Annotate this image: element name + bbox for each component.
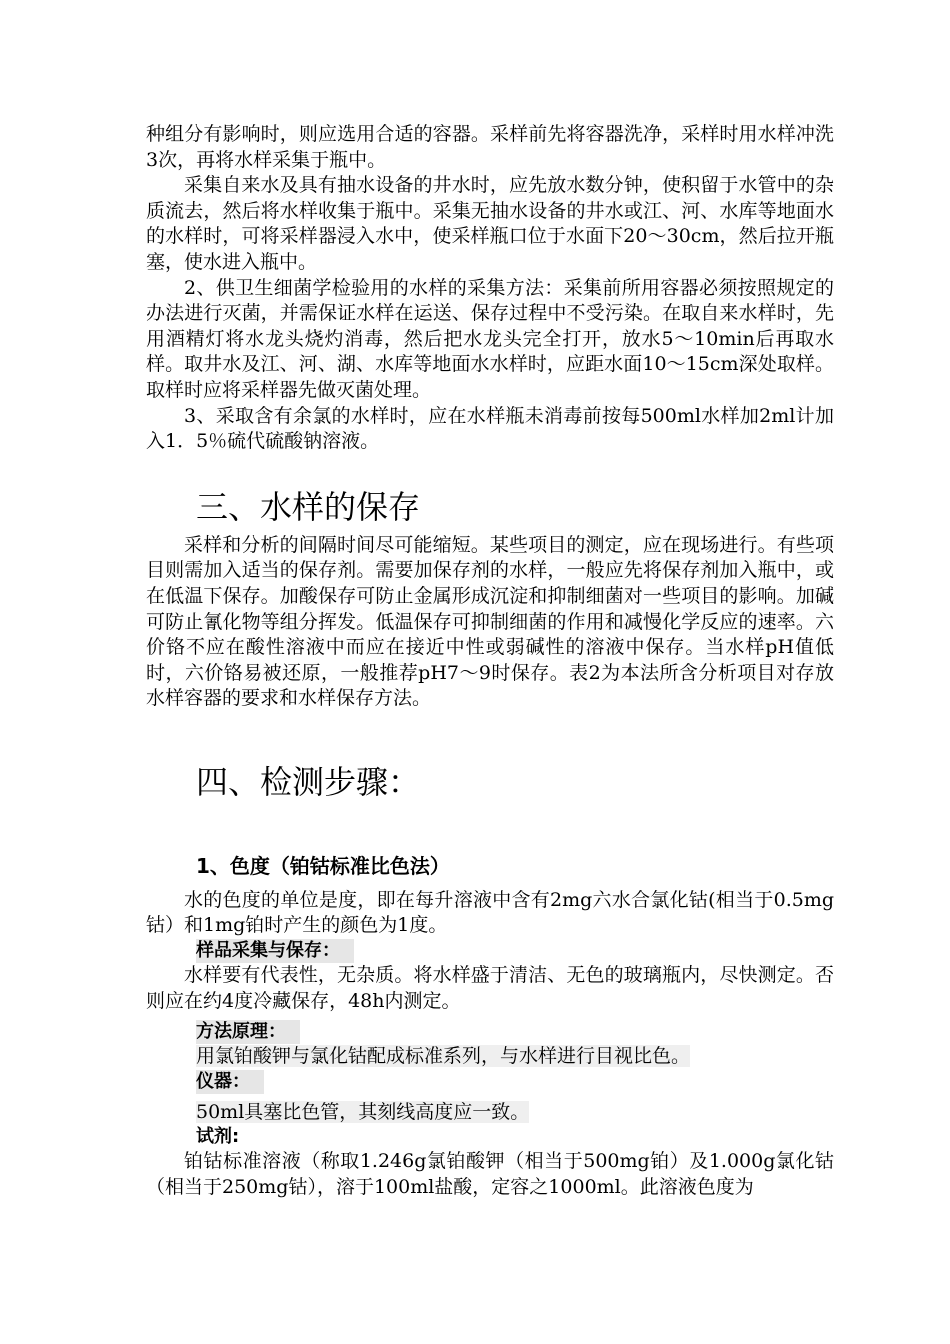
subsection-heading-color: 1、色度（铂钴标准比色法） (196, 853, 450, 878)
label-apparatus: 仪器： (196, 1070, 264, 1094)
paragraph-preservation: 采样和分析的间隔时间尽可能缩短。某些项目的测定，应在现场进行。有些项目则需加入适当的保存剂。需要加保存剂的水样，一般应先将保存剂加入瓶中，或在低温下保存。加酸保存可防止金属形成沉淀和抑制细菌对一些项目的影响。加碱可防止氰化物等组分挥发。低温保存可抑制细菌的作用和减慢化学反应的速率。六价铬不应在酸性溶液中而应在接近中性或弱碱性的溶液中保存。当水样pH值低时，六价铬易被还原，一般推荐pH7～9时保存。表2为本法所含分析项目对存放水样容器的要求和水样保存方法。 (146, 533, 834, 710)
paragraph-bacteriology-sampling: 2、供卫生细菌学检验用的水样的采集方法：采集前所用容器必须按照规定的办法进行灭菌，并需保证水样在运送、保存过程中不受污染。在取自来水样时，先用酒精灯将水龙头烧灼消毒，然后把水龙头完全打开，放水5～10min后再取水样。取井水及江、河、湖、水库等地面水水样时，应距水面10～15cm深处取样。取样时应将采样器先做灭菌处理。 (146, 276, 834, 401)
paragraph-color-unit: 水的色度的单位是度，即在每升溶液中含有2mg六水合氯化钴(相当于0.5mg钴）和1mg铂时产生的颜色为1度。 (146, 888, 834, 937)
paragraph-sampling: 水样要有代表性，无杂质。将水样盛于清洁、无色的玻璃瓶内，尽快测定。否则应在约4度冷藏保存，48h内测定。 (146, 964, 834, 1012)
section-heading-detection: 四、检测步骤： (196, 762, 421, 801)
paragraph-containers: 种组分有影响时，则应选用合适的容器。采样前先将容器洗净，采样时用水样冲洗3次，再将水样采集于瓶中。 (146, 123, 834, 171)
paragraph-tap-water-sampling: 采集自来水及具有抽水设备的井水时，应先放水数分钟，使积留于水管中的杂质流去，然后将水样收集于瓶中。采集无抽水设备的井水或江、河、水库等地面水的水样时，可将采样器浸入水中，使采样瓶口位于水面下20～30cm，然后拉开瓶塞，使水进入瓶中。 (146, 174, 834, 273)
label-sampling: 样品采集与保存： (196, 939, 354, 963)
paragraph-residual-chlorine: 3、采取含有余氯的水样时，应在水样瓶未消毒前按每500ml水样加2ml计加入1．5％硫代硫酸钠溶液。 (146, 404, 834, 453)
paragraph-reagent: 铂钴标准溶液（称取1.246g氯铂酸钾（相当于500mg铂）及1.000g氯化钴（相当于250mg钴），溶于100ml盐酸，定容之1000ml。此溶液色度为 (146, 1150, 834, 1199)
paragraph-apparatus-wrap (196, 1100, 834, 1126)
paragraph-principle-wrap (196, 1044, 834, 1070)
label-principle: 方法原理： (196, 1020, 300, 1044)
document-body (146, 122, 834, 1201)
label-reagent: 试剂: (196, 1126, 240, 1148)
paragraph-apparatus: 50ml具塞比色管，其刻线高度应一致。 (196, 1100, 530, 1123)
paragraph-principle: 用氯铂酸钾与氯化钴配成标准系列，与水样进行目视比色。 (196, 1045, 691, 1068)
section-heading-preservation: 三、水样的保存 (196, 487, 421, 526)
